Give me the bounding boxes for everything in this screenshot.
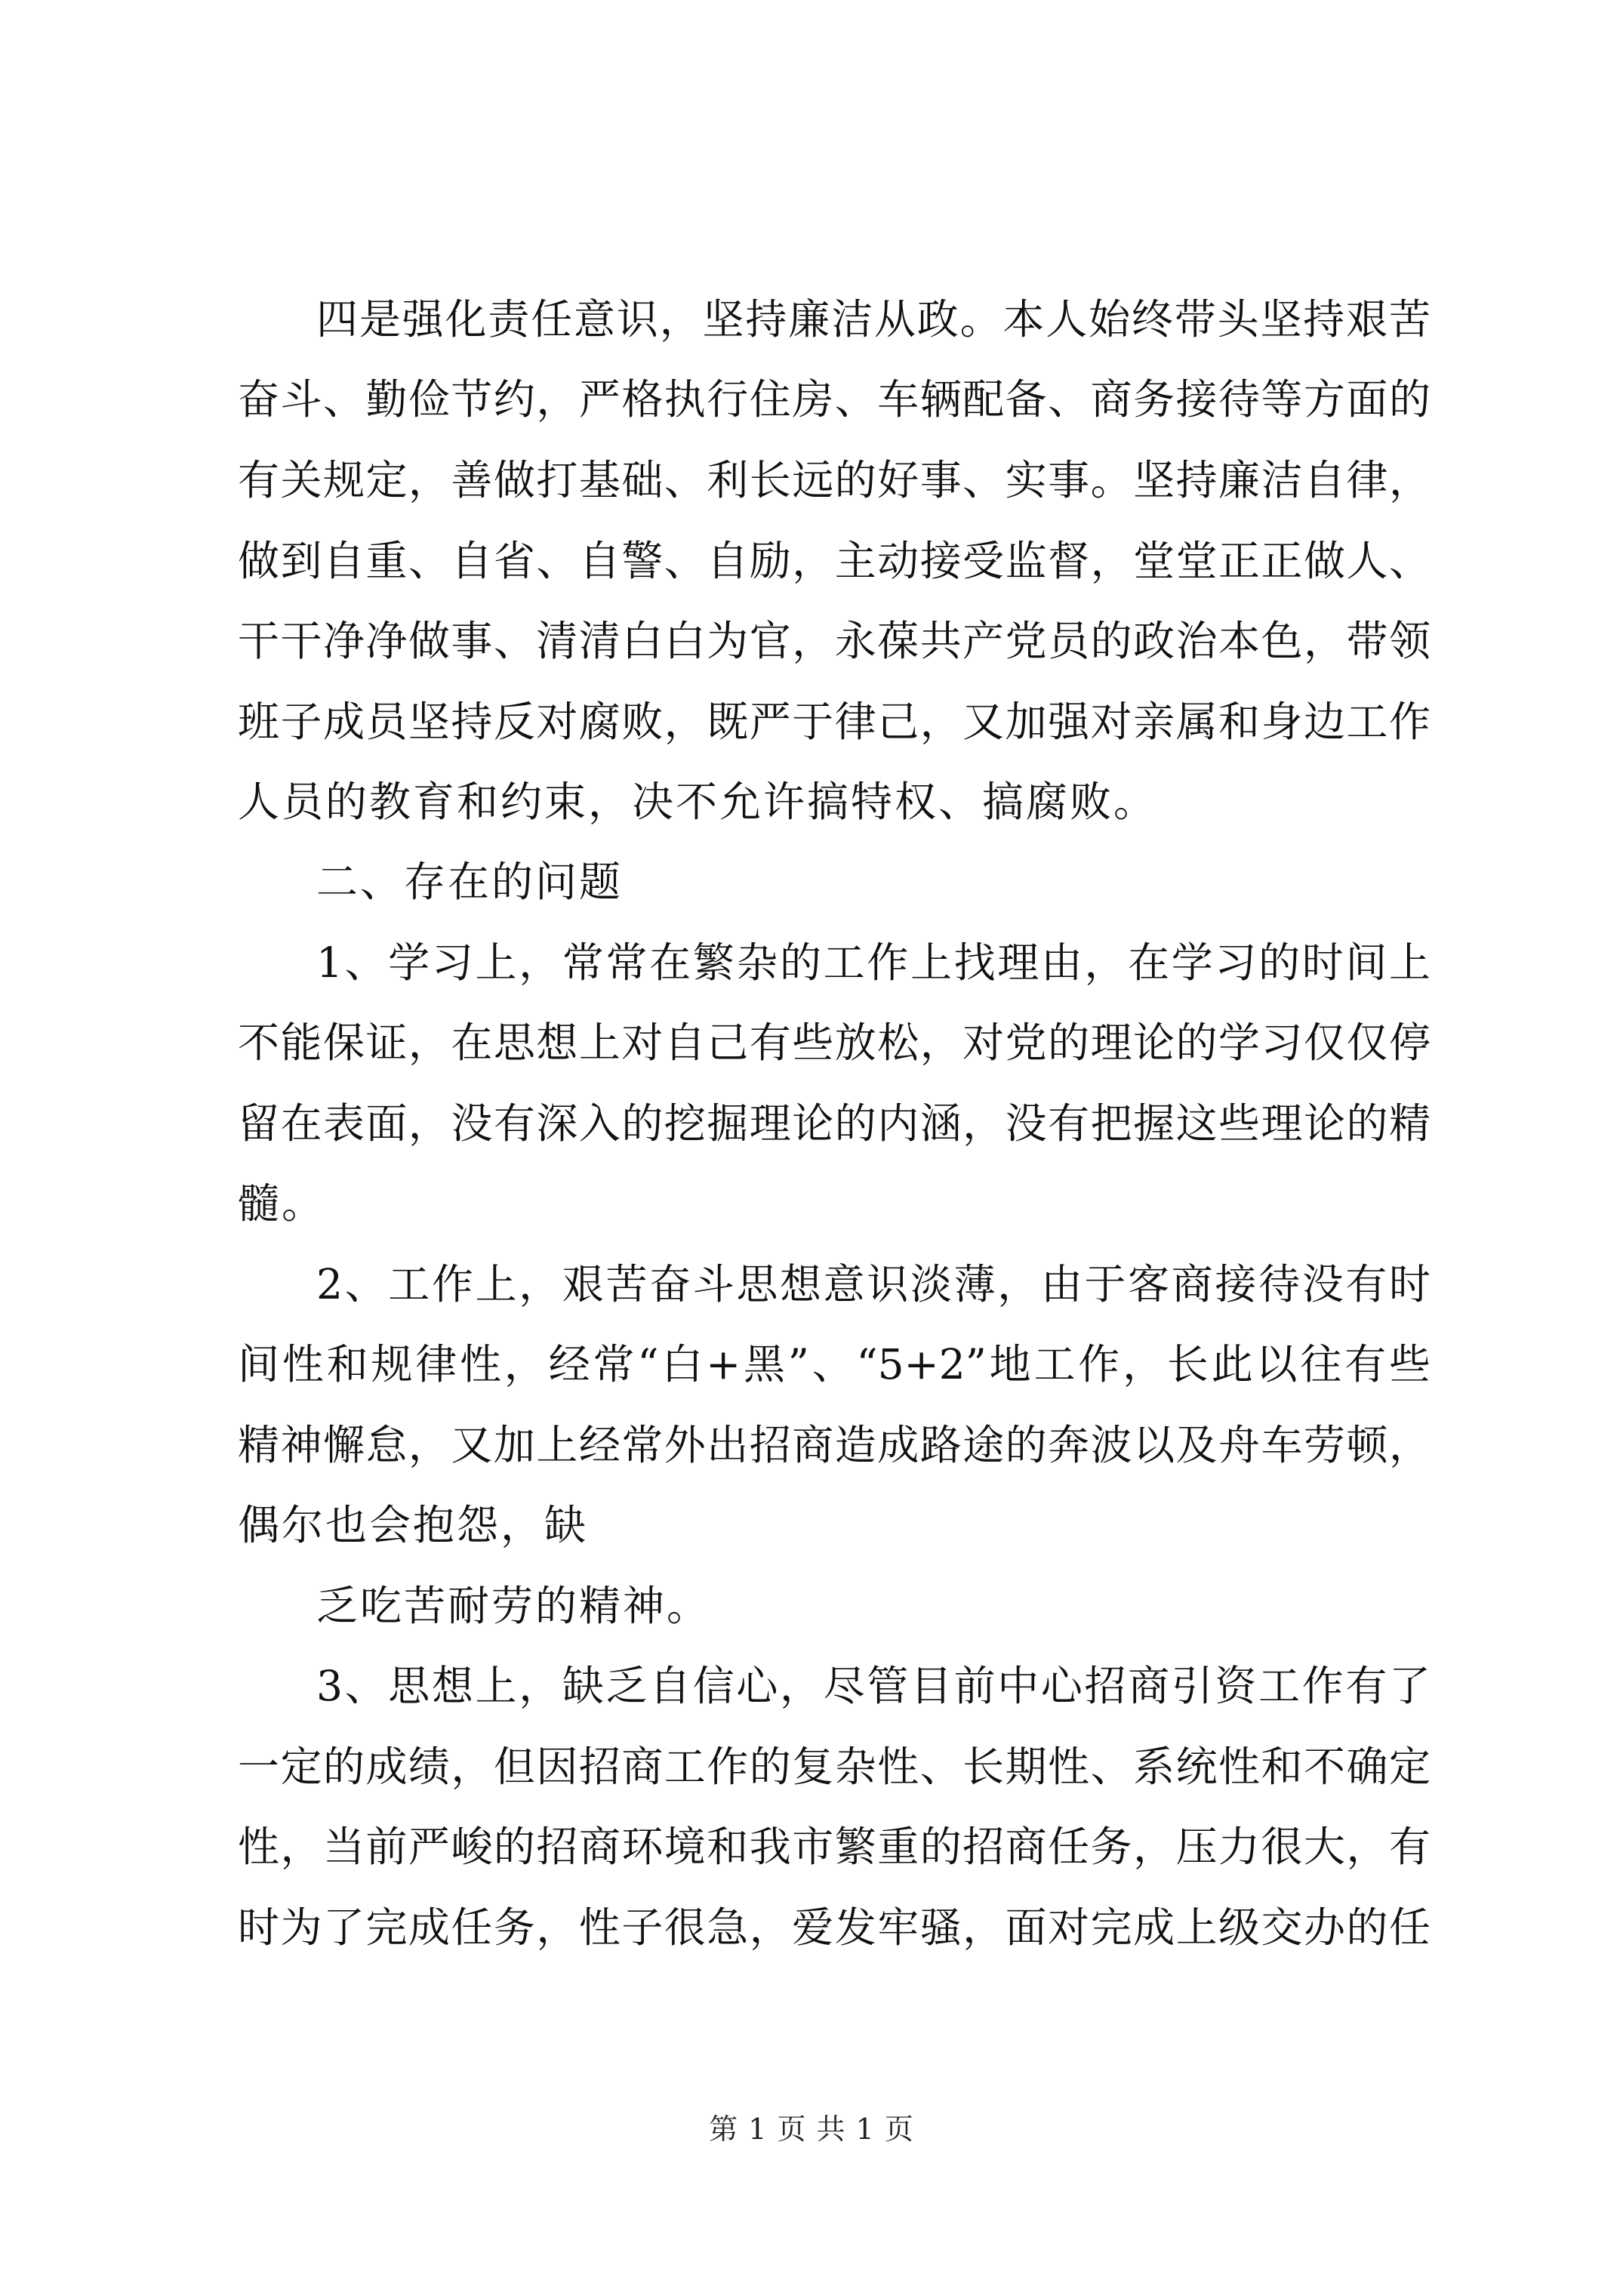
paragraph-line: 间性和规律性，经常“白+黑”、“5+2”地工作，长此以往有些 (238, 1340, 1431, 1388)
paragraph-line: 做到自重、自省、自警、自励，主动接受监督，堂堂正正做人、 (238, 537, 1431, 585)
paragraph-line: 班子成员坚持反对腐败，既严于律己，又加强对亲属和身边工作 (238, 698, 1431, 746)
paragraph-line: 1、学习上，常常在繁杂的工作上找理由，在学习的时间上 (316, 938, 1431, 987)
paragraph-line: 干干净净做事、清清白白为官，永葆共产党员的政治本色，带领 (238, 617, 1431, 665)
paragraph-line: 性，当前严峻的招商环境和我市繁重的招商任务，压力很大，有 (238, 1823, 1431, 1871)
paragraph-line: 髓。 (238, 1179, 326, 1228)
paragraph-line: 精神懈怠，又加上经常外出招商造成路途的奔波以及舟车劳顿， (238, 1421, 1431, 1469)
paragraph-line: 时为了完成任务，性子很急，爱发牢骚，面对完成上级交办的任 (238, 1903, 1431, 1952)
paragraph-line: 留在表面，没有深入的挖掘理论的内涵，没有把握这些理论的精 (238, 1099, 1431, 1148)
paragraph-line: 偶尔也会抱怨，缺 (238, 1501, 589, 1549)
paragraph-line: 奋斗、勤俭节约，严格执行住房、车辆配备、商务接待等方面的 (238, 375, 1431, 424)
page-number-footer: 第 1 页 共 1 页 (709, 2113, 914, 2146)
paragraph-line: 乏吃苦耐劳的精神。 (316, 1582, 711, 1630)
paragraph-line: 一定的成绩，但因招商工作的复杂性、长期性、系统性和不确定 (238, 1743, 1431, 1791)
paragraph-line: 2、工作上，艰苦奋斗思想意识淡薄，由于客商接待没有时 (316, 1260, 1431, 1308)
paragraph-line: 不能保证，在思想上对自己有些放松，对党的理论的学习仅仅停 (238, 1019, 1431, 1067)
paragraph-line: 人员的教育和约束，决不允许搞特权、搞腐败。 (238, 778, 1158, 826)
paragraph-line: 3、思想上，缺乏自信心，尽管目前中心招商引资工作有了 (316, 1662, 1431, 1710)
paragraph-line: 有关规定，善做打基础、利长远的好事、实事。坚持廉洁自律， (238, 456, 1431, 504)
paragraph-line: 四是强化责任意识，坚持廉洁从政。本人始终带头坚持艰苦 (316, 295, 1431, 344)
section-heading: 二、存在的问题 (316, 858, 624, 906)
